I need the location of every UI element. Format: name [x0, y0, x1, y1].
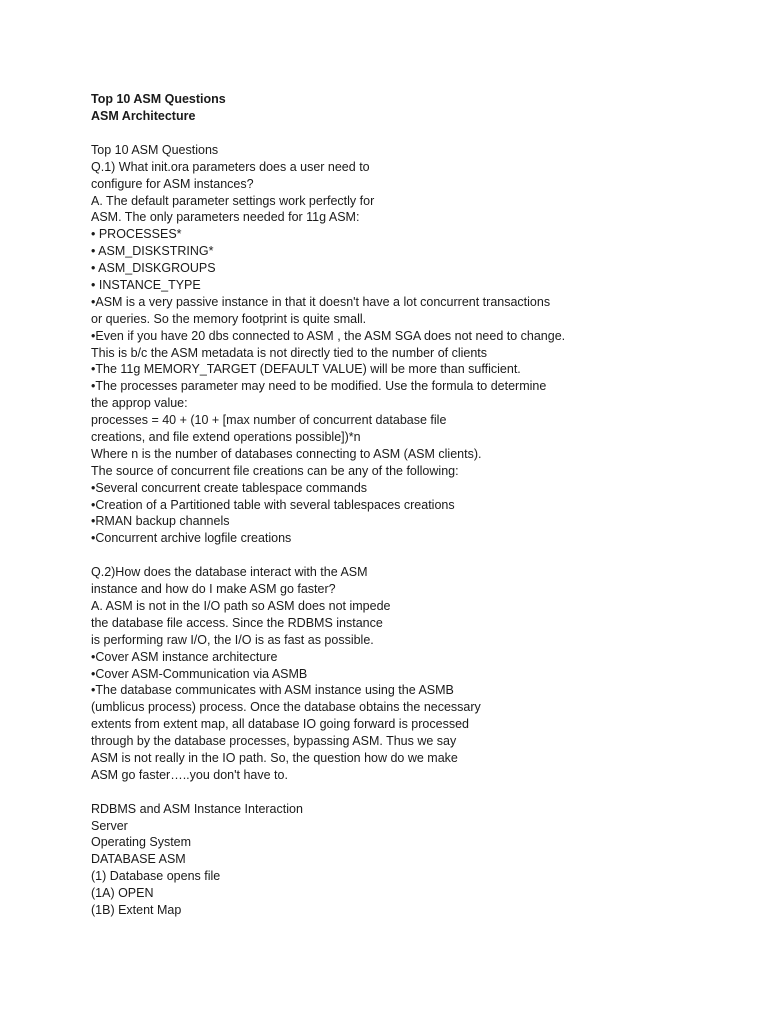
text-line: RDBMS and ASM Instance Interaction [91, 801, 303, 816]
text-line: (umblicus process) process. Once the database obtains the necessary [91, 700, 481, 715]
blank-line [91, 784, 751, 801]
text-line: DATABASE ASM [91, 852, 186, 867]
text-line: through by the database processes, bypassing ASM. Thus we say [91, 734, 457, 749]
title-line: Top 10 ASM Questions [91, 92, 226, 106]
text-line: Where n is the number of databases connecting to ASM (ASM clients). [91, 446, 482, 461]
text-line: Q.2)How does the database interact with the ASM [91, 565, 368, 580]
text-line: ASM. The only parameters needed for 11g ASM: [91, 210, 360, 225]
text-line: creations, and file extend operations possible])*n [91, 430, 361, 445]
section-interaction [91, 801, 751, 919]
text-line: instance and how do I make ASM go faster? [91, 582, 336, 597]
text-line: •Concurrent archive logfile creations [91, 531, 292, 546]
text-line: extents from extent map, all database IO going forward is processed [91, 717, 469, 732]
text-line: •Even if you have 20 dbs connected to ASM , the ASM SGA does not need to change. [91, 328, 566, 343]
text-line: •ASM is a very passive instance in that it doesn't have a lot concurrent transactions [91, 294, 551, 309]
text-line: Operating System [91, 835, 192, 850]
section-q2 [91, 564, 751, 784]
document-title [91, 91, 751, 125]
text-line: • INSTANCE_TYPE [91, 278, 201, 293]
blank-line [91, 547, 751, 564]
text-line: ASM go faster…..you don't have to. [91, 767, 288, 782]
text-line: •Several concurrent create tablespace commands [91, 480, 368, 495]
text-line: •RMAN backup channels [91, 514, 230, 529]
text-line: This is b/c the ASM metadata is not directly tied to the number of clients [91, 345, 488, 360]
section-q1 [91, 142, 751, 547]
text-line: Q.1) What init.ora parameters does a user need to [91, 159, 370, 174]
text-line: Top 10 ASM Questions [91, 142, 219, 157]
text-line: •The processes parameter may need to be modified. Use the formula to determine [91, 379, 547, 394]
text-line: •The database communicates with ASM instance using the ASMB [91, 683, 454, 698]
blank-line [91, 125, 751, 142]
text-line: A. ASM is not in the I/O path so ASM does not impede [91, 598, 391, 613]
text-line: A. The default parameter settings work perfectly for [91, 193, 375, 208]
text-line: •Cover ASM instance architecture [91, 649, 278, 664]
text-line: (1B) Extent Map [91, 902, 182, 917]
document-page [91, 91, 751, 919]
text-line: is performing raw I/O, the I/O is as fast as possible. [91, 632, 374, 647]
text-line: the approp value: [91, 396, 188, 411]
text-line: •Creation of a Partitioned table with several tablespaces creations [91, 497, 455, 512]
text-line: The source of concurrent file creations can be any of the following: [91, 463, 459, 478]
text-line: • ASM_DISKSTRING* [91, 244, 214, 259]
text-line: processes = 40 + (10 + [max number of concurrent database file [91, 413, 447, 428]
text-line: configure for ASM instances? [91, 176, 254, 191]
text-line: •The 11g MEMORY_TARGET (DEFAULT VALUE) will be more than sufficient. [91, 362, 521, 377]
text-line: or queries. So the memory footprint is quite small. [91, 311, 367, 326]
text-line: •Cover ASM-Communication via ASMB [91, 666, 308, 681]
text-line: • PROCESSES* [91, 227, 182, 242]
text-line: • ASM_DISKGROUPS [91, 261, 216, 276]
subtitle-line: ASM Architecture [91, 109, 196, 123]
text-line: Server [91, 818, 128, 833]
text-line: (1A) OPEN [91, 886, 154, 901]
text-line: ASM is not really in the IO path. So, the question how do we make [91, 750, 458, 765]
text-line: the database file access. Since the RDBMS instance [91, 615, 383, 630]
text-line: (1) Database opens file [91, 869, 221, 884]
